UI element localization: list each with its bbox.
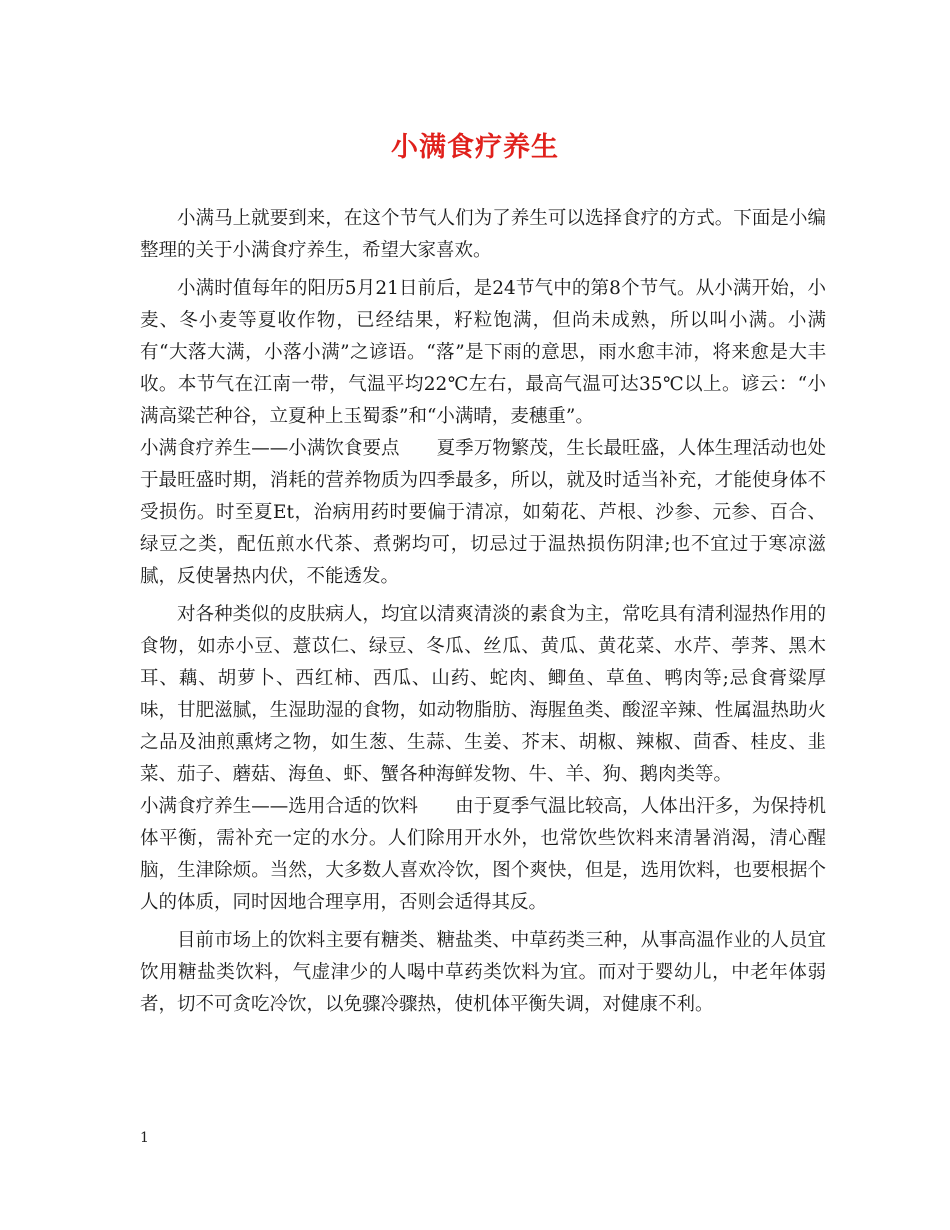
document-title: 小满食疗养生 [391, 132, 559, 163]
paragraph-solar-term: 小满时值每年的阳历5月21日前后，是24节气中的第8个节气。从小满开始，小麦、冬小麦等夏收作物，已经结果，籽粒饱满，但尚未成熟，所以叫小满。小满有“大落大满，小落小满”之谚语。“落”是下雨的意思，雨水愈丰沛，将来愈是大丰收。本节气在江南一带，气温平均22℃左右，最高气温可达35℃以上。谚云：“小满高粱芒种谷，立夏种上玉蜀黍”和“小满晴，麦穗重”。 [140, 278, 826, 427]
paragraph-beverage-types: 目前市场上的饮料主要有糖类、糖盐类、中草药类三种，从事高温作业的人员宜饮用糖盐类饮料，气虚津少的人喝中草药类饮料为宜。而对于婴幼儿，中老年体弱者，切不可贪吃冷饮，以免骤冷骤热，使机体平衡失调，对健康不利。 [140, 930, 826, 1015]
paragraph-skin-diet: 对各种类似的皮肤病人，均宜以清爽清淡的素食为主，常吃具有清利湿热作用的食物，如赤小豆、薏苡仁、绿豆、冬瓜、丝瓜、黄瓜、黄花菜、水芹、荸荠、黑木耳、藕、胡萝卜、西红柿、西瓜、山药、蛇肉、鲫鱼、草鱼、鸭肉等;忌食膏粱厚味，甘肥滋腻，生湿助湿的食物，如动物脂肪、海腥鱼类、酸涩辛辣、性属温热助火之品及油煎熏烤之物，如生葱、生蒜、生姜、芥末、胡椒、辣椒、茴香、桂皮、韭菜、茄子、蘑菇、海鱼、虾、蟹各种海鲜发物、牛、羊、狗、鹅肉类等。 [140, 604, 826, 785]
page-number: 1 [140, 1130, 149, 1146]
document-body [140, 203, 826, 1027]
paragraph-intro: 小满马上就要到来，在这个节气人们为了养生可以选择食疗的方式。下面是小编整理的关于小满食疗养生，希望大家喜欢。 [140, 208, 826, 261]
paragraph-diet-points: 小满食疗养生——小满饮食要点 夏季万物繁茂，生长最旺盛，人体生理活动也处于最旺盛时期，消耗的营养物质为四季最多，所以，就及时适当补充，才能使身体不受损伤。时至夏Et，治病用药时要偏于清凉，如菊花、芦根、沙参、元参、百合、绿豆之类，配伍煎水代茶、煮粥均可，切忌过于温热损伤阴津;也不宜过于寒凉滋腻，反使暑热内伏，不能透发。 [140, 438, 826, 587]
paragraph-beverages: 小满食疗养生——选用合适的饮料 由于夏季气温比较高，人体出汗多，为保持机体平衡，需补充一定的水分。人们除用开水外，也常饮些饮料来清暑消渴，清心醒脑，生津除烦。当然，大多数人喜欢冷饮，图个爽快，但是，选用饮料，也要根据个人的体质，同时因地合理享用，否则会适得其反。 [140, 796, 826, 913]
